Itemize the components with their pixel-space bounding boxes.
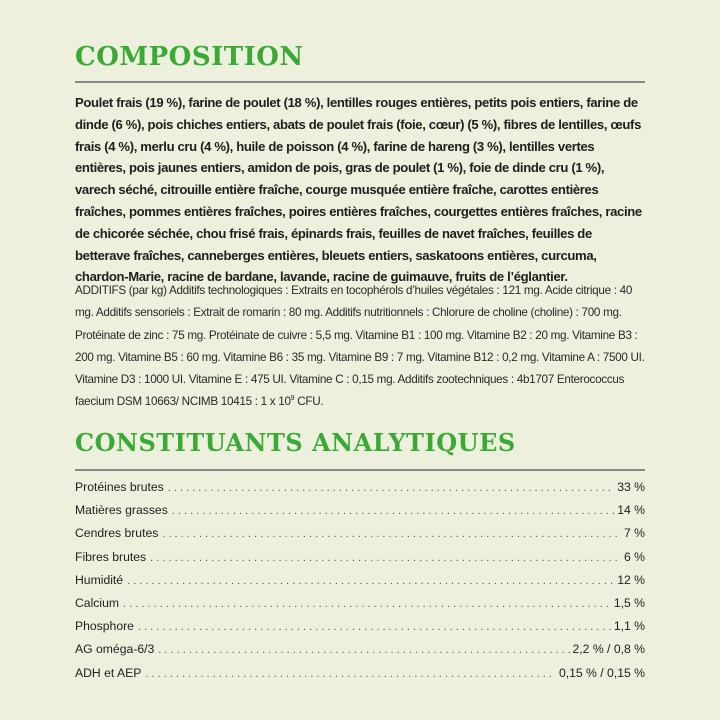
dot-leader <box>138 621 611 633</box>
constituent-value: 6 % <box>623 549 645 564</box>
constituent-value: 14 % <box>617 503 645 518</box>
constituent-value: 1,5 % <box>613 595 645 610</box>
additives-paragraph <box>75 280 647 414</box>
constituent-value: 7 % <box>623 526 645 541</box>
dot-leader <box>172 505 614 517</box>
constituent-value: 0,15 % / 0,15 % <box>558 665 645 680</box>
additives-text: ADDITIFS (par kg) Additifs technologiques : Extraits en tocophérols d’huiles végétales : 121 mg. Acide citrique : 40 mg. Additifs sensoriels : Extrait de romarin : 80 mg. Additifs nutritionnels : Chlorure de choline (choline) : 700 mg. Protéinate de zinc : 75 mg. Protéinate de cuivre : 5,5 mg. Vitamine B1 : 100 mg. Vitamine B2 : 20 mg. Vitamine B3 : 200 mg. Vitamine B5 : 60 mg. Vitamine B6 : 35 mg. Vitamine B9 : 7 mg. Vitamine B12 : 0,2 mg. Vitamine A : 7500 UI. Vitamine D3 : 1000 UI. Vitamine E : 475 UI. Vitamine C : 0,15 mg. Additifs zootechniques : 4b1707 Enterococcus faecium DSM 10663/ NCIMB 10415 : 1 x 10 <box>75 284 645 409</box>
constituent-row <box>75 666 645 689</box>
constituent-value: 1,1 % <box>613 619 645 634</box>
dot-leader <box>168 482 614 494</box>
constituent-label: Protéines brutes <box>75 480 164 494</box>
constituent-label: Calcium <box>75 595 120 610</box>
dot-leader <box>127 575 614 587</box>
composition-heading: COMPOSITION <box>75 42 304 72</box>
composition-divider <box>75 81 645 83</box>
constituent-row <box>75 573 645 596</box>
constituent-label: AG oméga-6/3 <box>75 642 155 657</box>
analytic-divider <box>75 469 645 471</box>
dot-leader <box>162 528 621 540</box>
constituent-label: ADH et AEP <box>75 665 142 680</box>
dot-leader <box>150 552 621 564</box>
constituent-value: 33 % <box>617 480 645 494</box>
analytic-constituents-table <box>75 480 645 689</box>
constituent-row <box>75 480 645 503</box>
constituent-row <box>75 550 645 573</box>
dot-leader <box>158 644 569 656</box>
constituent-label: Matières grasses <box>75 503 168 518</box>
additives-text-end: CFU. <box>294 395 324 409</box>
constituent-row <box>75 596 645 619</box>
constituent-value: 2,2 % / 0,8 % <box>572 642 645 657</box>
analytic-constituents-heading: CONSTITUANTS ANALYTIQUES <box>75 428 516 457</box>
constituent-value: 12 % <box>617 572 645 587</box>
constituent-label: Cendres brutes <box>75 526 159 541</box>
constituent-label: Phosphore <box>75 619 134 634</box>
constituent-label: Fibres brutes <box>75 549 147 564</box>
dot-leader <box>145 668 556 680</box>
additives-exponent: 9 <box>290 395 295 403</box>
ingredients-list: Poulet frais (19 %), farine de poulet (18 %), lentilles rouges entières, petits pois entiers, farine de dinde (6 %), pois chiches entiers, abats de poulet frais (foie, cœur) (5 %), fibres de lentilles, œufs frais (4 %), merlu cru (4 %), huile de poisson (4 %), farine de hareng (3 %), lentilles vertes entières, pois jaunes entiers, amidon de pois, gras de poulet (1 %), foie de dinde cru (1 %), varech séché, citrouille entière fraîche, courge musquée entière fraîche, carottes entières fraîches, pommes entières fraîches, poires entières fraîches, courgettes entières fraîches, racine de chicorée séchée, chou frisé frais, épinards frais, feuilles de navet fraîches, feuilles de betterave fraîches, canneberges entières, bleuets entiers, saskatoons entières, curcuma, chardon-Marie, racine de bardane, lavande, racine de guimauve, fruits de l’églantier. <box>75 95 642 285</box>
constituent-row <box>75 642 645 665</box>
constituent-row <box>75 503 645 526</box>
constituent-row <box>75 619 645 642</box>
constituent-row <box>75 526 645 549</box>
constituent-label: Humidité <box>75 572 124 587</box>
dot-leader <box>123 598 611 610</box>
